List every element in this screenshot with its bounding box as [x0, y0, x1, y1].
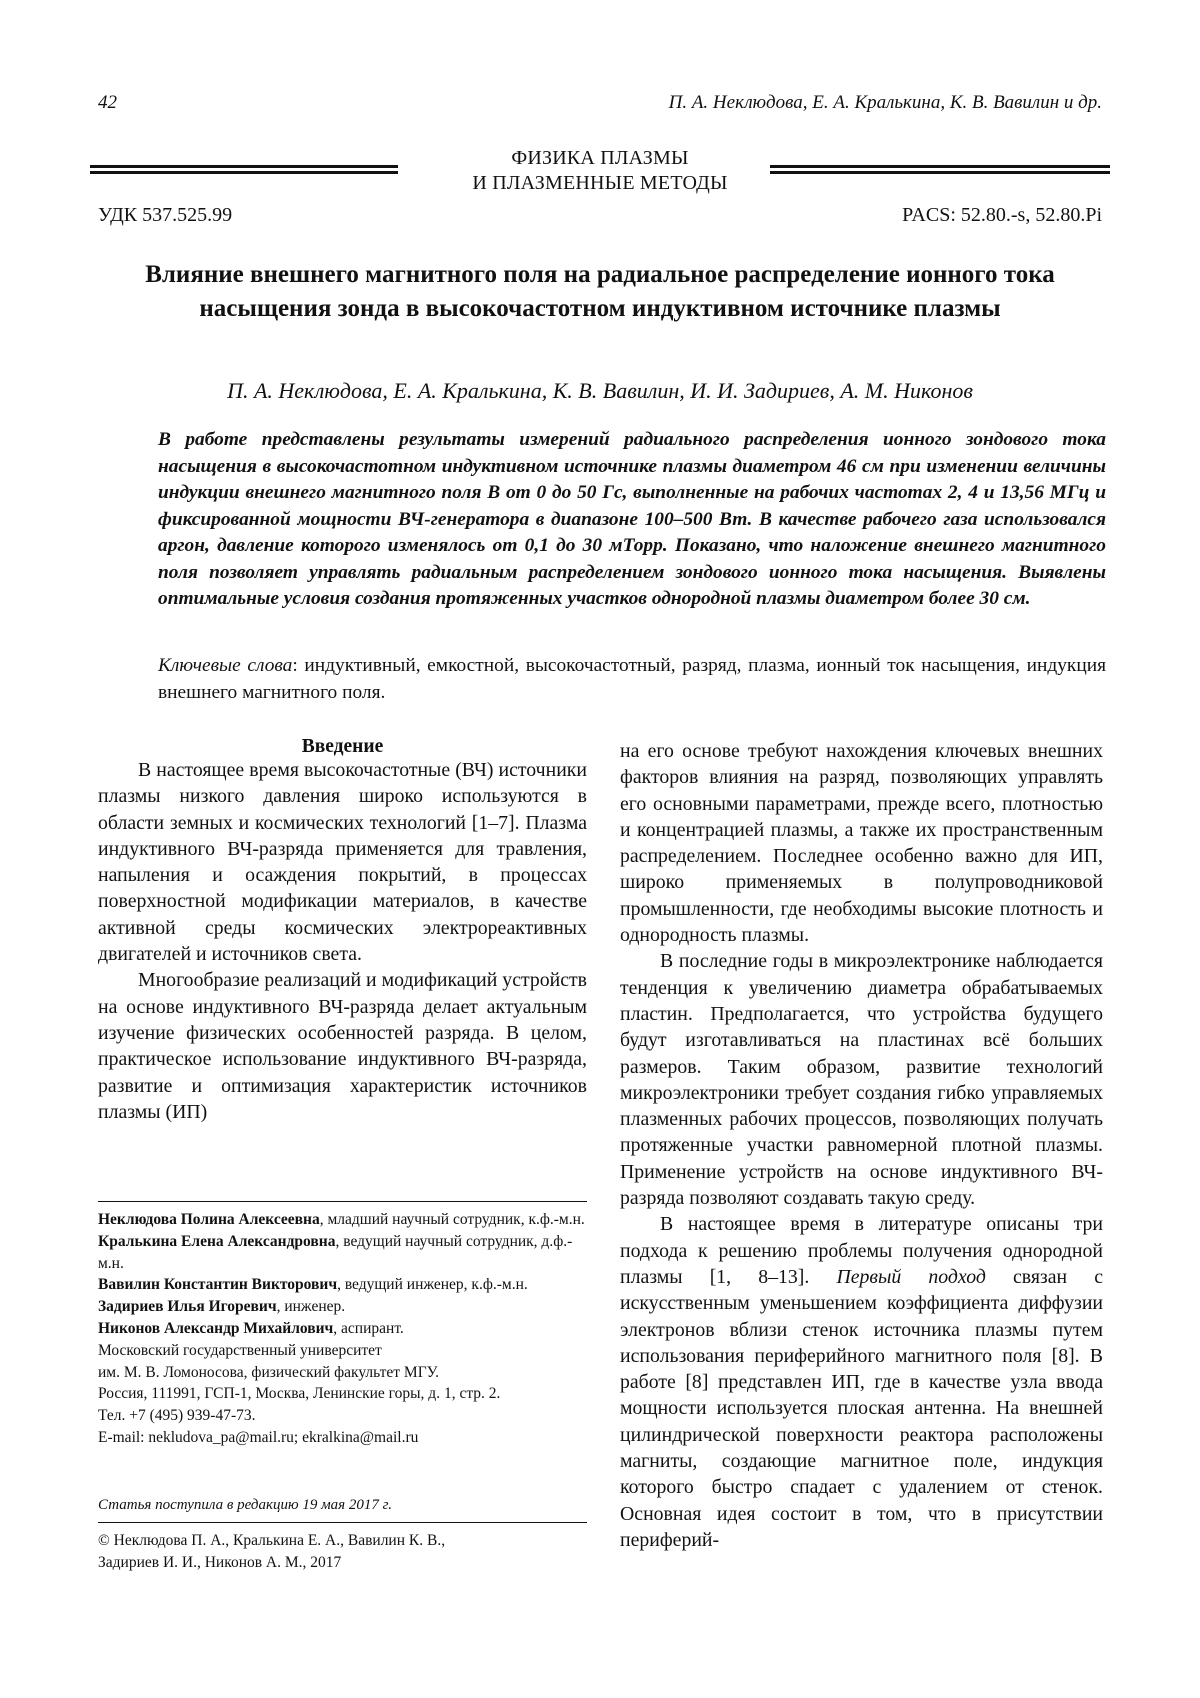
footnote-divider [98, 1201, 587, 1202]
affiliation-line: Московский государственный университет [98, 1341, 382, 1359]
intro-paragraph: Многообразие реализаций и модификаций устройств на основе индуктивного ВЧ-разряда делает актуальным изучение физических особенностей разряда. В целом, практическое использование индуктивного ВЧ-разряда, развитие и оптимизация характеристик источников плазмы (ИП) [98, 969, 587, 1123]
body-paragraph: В последние годы в микроэлектронике наблюдается тенденция к увеличению диаметра обрабатываемых пластин. Предполагается, что устройства будущего будут изготавливаться на пластинах всё больших размеров. Таким образом, развитие технологий микроэлектроники требует создания гибко управляемых плазменных рабочих процессов, позволяющих получать протяженные участки равномерной плотной плазмы. Применение устройств на основе индуктивного ВЧ-разряда позволяют создавать такую среду. [620, 950, 1103, 1210]
received-date: Статья поступила в редакцию 19 мая 2017 г. [98, 1497, 393, 1513]
author-name: Неклюдова Полина Алексеевна [98, 1211, 320, 1228]
pacs-code: PACS: 52.80.-s, 52.80.Pi [902, 204, 1102, 226]
copyright-line: Задириев И. И., Никонов А. М., 2017 [98, 1553, 342, 1571]
keywords-label: Ключевые слова [158, 655, 293, 676]
body-paragraph: на его основе требуют нахождения ключевых внешних факторов влияния на разряд, позволяющих управлять его основными параметрами, прежде всего, плотностью и концентрацией плазмы, а также их пространственным распределением. Последнее особенно важно для ИП, широко применяемых в полупроводниковой промышленности, где необходимы высокие плотность и однородность плазмы. [620, 740, 1103, 947]
keywords-text: : индуктивный, емкостной, высокочастотный, разряд, плазма, ионный ток насыщения, индукция внешнего магнитного поля. [158, 655, 1106, 703]
udc-code: УДК 537.525.99 [98, 204, 233, 226]
paper-authors: П. А. Неклюдова, Е. А. Кралькина, К. В. Вавилин, И. И. Задириев, А. М. Никонов [227, 378, 973, 403]
paper-title: Влияние внешнего магнитного поля на радиальное распределение ионного тока насыщения зонда в высокочастотном индуктивном источнике плазмы [145, 261, 1055, 322]
keywords [158, 653, 1106, 706]
affiliation-line: Россия, 111991, ГСП-1, Москва, Ленинские горы, д. 1, стр. 2. [98, 1385, 501, 1403]
author-role: , инженер. [276, 1298, 346, 1316]
author-role: , младший научный сотрудник, к.ф.-м.н. [319, 1211, 585, 1228]
section-heading [0, 146, 1200, 196]
copyright-divider [98, 1522, 587, 1523]
section-heading-line2: И ПЛАЗМЕННЫЕ МЕТОДЫ [472, 172, 728, 194]
abstract: В работе представлены результаты измерений радиального распределения ионного зондового тока насыщения в высокочастотном индуктивном источнике плазмы диаметром 46 см при изменении величины индукции внешнего магнитного поля B от 0 до 50 Гс, выполненные на рабочих частотах 2, 4 и 13,56 МГц и фиксированной мощности ВЧ-генератора в диапазоне 100–500 Вт. В качестве рабочего газа использовался аргон, давление которого изменялось от 0,1 до 30 мТорр. Показано, что наложение внешнего магнитного поля позволяет управлять радиальным распределением зондового ионного тока насыщения. Выявлены оптимальные условия создания протяженных участков однородной плазмы диаметром более 30 см. [158, 429, 1106, 609]
author-footnote [98, 1209, 598, 1449]
footnote-author [98, 1231, 598, 1275]
intro-paragraph: В настоящее время высокочастотные (ВЧ) источники плазмы низкого давления широко используются в области земных и космических технологий [1–7]. Плазма индуктивного ВЧ-разряда применяется для травления, напыления и осаждения покрытий, в процессах поверхностной модификации материалов, в качестве активной среды космических электрореактивных двигателей и источников света. [98, 759, 587, 966]
body-emphasis: Первый подход [836, 1265, 986, 1288]
footnote-author [98, 1296, 598, 1318]
running-header-authors: П. А. Неклюдова, Е. А. Кралькина, К. В. Вавилин и др. [668, 92, 1102, 113]
author-role: , ведущий инженер, к.ф.-м.н. [337, 1276, 528, 1294]
right-column [620, 738, 1103, 1553]
affiliation-line: им. М. В. Ломоносова, физический факультет МГУ. [98, 1363, 439, 1381]
author-name: Задириев Илья Игоревич [98, 1298, 277, 1316]
body-text: связан с искусственным уменьшением коэффициента диффузии электронов вблизи стенок источника плазмы путем использования периферийного магнитного поля [8]. В работе [8] представлен ИП, где в качестве узла ввода мощности используется плоская антенна. На внешней цилиндрической поверхности реактора расположены магниты, создающие магнитное поле, индукция которого быстро спадает с удалением от стенок. Основная идея состоит в том, что в присутствии периферий- [620, 1265, 1104, 1551]
author-name: Вавилин Константин Викторович [98, 1276, 338, 1294]
phone-line: Тел. +7 (495) 939-47-73. [98, 1407, 256, 1425]
section-heading-line1: ФИЗИКА ПЛАЗМЫ [511, 147, 689, 169]
left-column [98, 757, 587, 1125]
author-role: , аспирант. [333, 1319, 404, 1337]
copyright-notice [98, 1530, 587, 1574]
email-line: E-mail: nekludova_pa@mail.ru; ekralkina@mail.ru [98, 1428, 419, 1446]
copyright-line: © Неклюдова П. А., Кралькина Е. А., Вавилин К. В., [98, 1532, 446, 1549]
page-number: 42 [98, 92, 117, 113]
author-role: , ведущий научный сотрудник, д.ф.-м.н. [98, 1232, 573, 1272]
intro-heading: Введение [301, 736, 384, 757]
footnote-author [98, 1209, 598, 1231]
footnote-author [98, 1274, 598, 1296]
body-text: В настоящее время в литературе описаны три подхода к решению проблемы получения однородной плазмы [1, 8–13]. [620, 1213, 1103, 1288]
author-name: Кралькина Елена Александровна [98, 1232, 336, 1250]
body-paragraph [620, 1211, 1103, 1553]
author-name: Никонов Александр Михайлович [98, 1319, 334, 1337]
footnote-author [98, 1318, 598, 1340]
